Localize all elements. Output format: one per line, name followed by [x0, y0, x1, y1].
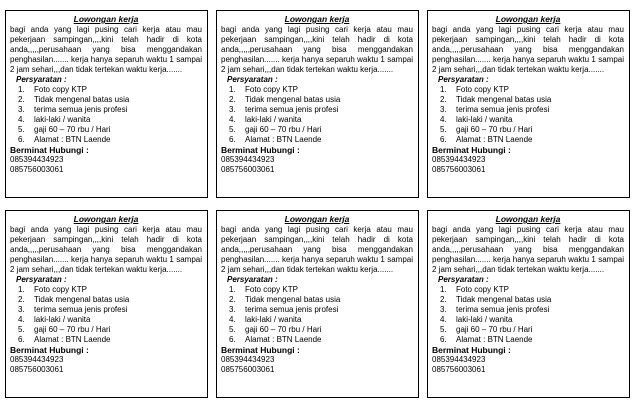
phone-number: 085394434923 [432, 355, 486, 364]
requirement-number: 5. [229, 125, 236, 134]
requirement-item [432, 285, 624, 295]
requirement-item [10, 335, 202, 345]
requirement-number: 5. [229, 325, 236, 334]
phone-number: 085756003061 [221, 365, 275, 374]
requirement-number: 5. [18, 325, 25, 334]
requirement-item [10, 285, 202, 295]
requirement-item [221, 295, 413, 305]
card-body-text: bagi anda yang lagi pusing cari kerja atau mau pekerjaan sampingan,,,,kini telah hadir di kota anda,,,,,perusahaan yang bisa menggandakan penghasilan....... kerja hanya separuh waktu 1 sampai 2 jam sehari,,,dan tidak tertekan waktu kerja....... [221, 25, 413, 74]
requirement-number: 4. [229, 115, 236, 124]
requirement-number: 3. [440, 305, 447, 314]
requirement-number: 1. [229, 285, 236, 294]
requirement-text: Foto copy KTP [34, 85, 87, 94]
card-title: Lowongan kerja [284, 14, 350, 24]
requirement-item [432, 95, 624, 105]
requirement-item [10, 295, 202, 305]
requirement-text: Tidak mengenal batas usia [456, 95, 552, 104]
requirement-item [432, 125, 624, 135]
requirement-number: 4. [229, 315, 236, 324]
requirement-number: 2. [440, 95, 447, 104]
requirement-number: 2. [18, 295, 25, 304]
requirement-text: Alamat : BTN Laende [456, 135, 533, 144]
requirement-text: gaji 60 – 70 rbu / Hari [34, 325, 111, 334]
requirement-number: 1. [440, 285, 447, 294]
requirement-number: 6. [229, 335, 236, 344]
job-flyer-card [5, 10, 208, 198]
requirement-item [10, 85, 202, 95]
contact-heading: Berminat Hubungi : [221, 345, 300, 355]
requirement-number: 1. [18, 85, 25, 94]
requirement-text: laki-laki / wanita [245, 115, 302, 124]
requirement-item [10, 135, 202, 145]
requirement-text: terima semua jenis profesi [456, 305, 550, 314]
requirement-text: Foto copy KTP [456, 85, 509, 94]
card-body-text: bagi anda yang lagi pusing cari kerja atau mau pekerjaan sampingan,,,,kini telah hadir di kota anda,,,,,perusahaan yang bisa menggandakan penghasilan....... kerja hanya separuh waktu 1 sampai 2 jam sehari,,,dan tidak tertekan waktu kerja....... [432, 225, 624, 274]
phone-number: 085756003061 [10, 365, 64, 374]
requirement-number: 4. [440, 315, 447, 324]
requirement-text: Alamat : BTN Laende [34, 335, 111, 344]
contact-heading: Berminat Hubungi : [10, 145, 89, 155]
requirement-number: 6. [18, 135, 25, 144]
requirement-item [221, 95, 413, 105]
requirement-number: 2. [440, 295, 447, 304]
requirement-item [10, 305, 202, 315]
requirement-item [432, 85, 624, 95]
requirement-text: Tidak mengenal batas usia [456, 295, 552, 304]
contact-heading: Berminat Hubungi : [10, 345, 89, 355]
requirement-text: Foto copy KTP [245, 285, 298, 294]
requirement-number: 2. [18, 95, 25, 104]
requirements-heading: Persyaratan : [438, 275, 489, 284]
requirement-text: Tidak mengenal batas usia [245, 295, 341, 304]
requirement-number: 3. [18, 305, 25, 314]
requirement-item [432, 305, 624, 315]
card-body-text: bagi anda yang lagi pusing cari kerja atau mau pekerjaan sampingan,,,,kini telah hadir di kota anda,,,,,perusahaan yang bisa menggandakan penghasilan....... kerja hanya separuh waktu 1 sampai 2 jam sehari,,,dan tidak tertekan waktu kerja....... [10, 25, 202, 74]
job-flyer-card [216, 10, 419, 198]
card-title: Lowongan kerja [284, 214, 350, 224]
requirement-item [10, 115, 202, 125]
requirement-text: terima semua jenis profesi [456, 105, 550, 114]
requirement-item [10, 125, 202, 135]
contact-heading: Berminat Hubungi : [221, 145, 300, 155]
requirement-text: terima semua jenis profesi [34, 305, 128, 314]
requirement-item [432, 135, 624, 145]
requirement-text: Alamat : BTN Laende [34, 135, 111, 144]
requirement-item [10, 105, 202, 115]
contact-heading: Berminat Hubungi : [432, 145, 511, 155]
phone-number: 085394434923 [10, 155, 64, 164]
requirement-text: Foto copy KTP [245, 85, 298, 94]
card-title: Lowongan kerja [73, 214, 139, 224]
requirement-item [221, 85, 413, 95]
requirement-item [221, 285, 413, 295]
phone-number: 085394434923 [432, 155, 486, 164]
requirement-number: 2. [229, 95, 236, 104]
phone-number: 085756003061 [10, 165, 64, 174]
job-flyer-card [427, 210, 630, 398]
requirement-number: 1. [440, 85, 447, 94]
requirement-item [10, 325, 202, 335]
requirement-text: gaji 60 – 70 rbu / Hari [245, 325, 322, 334]
job-flyer-card [5, 210, 208, 398]
job-flyer-card [216, 210, 419, 398]
phone-number: 085756003061 [432, 365, 486, 374]
requirement-item [432, 115, 624, 125]
requirement-item [10, 95, 202, 105]
requirement-text: gaji 60 – 70 rbu / Hari [34, 125, 111, 134]
phone-number: 085394434923 [10, 355, 64, 364]
requirement-text: Alamat : BTN Laende [245, 135, 322, 144]
requirement-item [432, 315, 624, 325]
requirement-text: terima semua jenis profesi [245, 105, 339, 114]
requirement-number: 1. [229, 85, 236, 94]
requirements-heading: Persyaratan : [438, 75, 489, 84]
phone-number: 085756003061 [221, 165, 275, 174]
card-body-text: bagi anda yang lagi pusing cari kerja atau mau pekerjaan sampingan,,,,kini telah hadir di kota anda,,,,,perusahaan yang bisa menggandakan penghasilan....... kerja hanya separuh waktu 1 sampai 2 jam sehari,,,dan tidak tertekan waktu kerja....... [10, 225, 202, 274]
requirement-number: 3. [18, 105, 25, 114]
requirement-item [221, 305, 413, 315]
phone-number: 085756003061 [432, 165, 486, 174]
requirements-heading: Persyaratan : [16, 75, 67, 84]
requirement-text: Alamat : BTN Laende [245, 335, 322, 344]
requirement-text: Foto copy KTP [34, 285, 87, 294]
requirement-item [221, 115, 413, 125]
requirement-item [221, 315, 413, 325]
requirement-item [221, 105, 413, 115]
phone-number: 085394434923 [221, 155, 275, 164]
requirement-text: laki-laki / wanita [456, 115, 513, 124]
requirement-text: Tidak mengenal batas usia [245, 95, 341, 104]
requirement-text: terima semua jenis profesi [245, 305, 339, 314]
requirement-text: terima semua jenis profesi [34, 105, 128, 114]
card-title: Lowongan kerja [73, 14, 139, 24]
requirement-item [432, 325, 624, 335]
requirement-number: 3. [229, 305, 236, 314]
job-flyer-card [427, 10, 630, 198]
requirement-item [10, 315, 202, 325]
requirement-text: laki-laki / wanita [245, 315, 302, 324]
requirements-list [221, 285, 413, 345]
requirement-number: 6. [18, 335, 25, 344]
requirements-list [432, 85, 624, 145]
requirement-item [432, 335, 624, 345]
requirement-text: laki-laki / wanita [34, 115, 91, 124]
requirement-number: 4. [440, 115, 447, 124]
card-title: Lowongan kerja [495, 14, 561, 24]
card-title: Lowongan kerja [495, 214, 561, 224]
requirement-text: Alamat : BTN Laende [456, 335, 533, 344]
requirement-number: 6. [229, 135, 236, 144]
requirement-item [432, 105, 624, 115]
requirements-list [221, 85, 413, 145]
requirement-item [432, 295, 624, 305]
requirement-number: 5. [440, 125, 447, 134]
requirement-text: Tidak mengenal batas usia [34, 95, 130, 104]
phone-number: 085394434923 [221, 355, 275, 364]
requirement-text: gaji 60 – 70 rbu / Hari [245, 125, 322, 134]
requirement-text: gaji 60 – 70 rbu / Hari [456, 325, 533, 334]
card-body-text: bagi anda yang lagi pusing cari kerja atau mau pekerjaan sampingan,,,,kini telah hadir di kota anda,,,,,perusahaan yang bisa menggandakan penghasilan....... kerja hanya separuh waktu 1 sampai 2 jam sehari,,,dan tidak tertekan waktu kerja....... [432, 25, 624, 74]
requirement-number: 2. [229, 295, 236, 304]
requirement-text: Foto copy KTP [456, 285, 509, 294]
contact-heading: Berminat Hubungi : [432, 345, 511, 355]
requirement-number: 5. [440, 325, 447, 334]
requirements-heading: Persyaratan : [16, 275, 67, 284]
requirement-number: 4. [18, 115, 25, 124]
requirements-heading: Persyaratan : [227, 275, 278, 284]
requirements-list [10, 85, 202, 145]
requirement-text: gaji 60 – 70 rbu / Hari [456, 125, 533, 134]
requirement-number: 6. [440, 335, 447, 344]
requirement-number: 3. [229, 105, 236, 114]
requirement-text: laki-laki / wanita [34, 315, 91, 324]
requirement-text: Tidak mengenal batas usia [34, 295, 130, 304]
requirement-item [221, 135, 413, 145]
requirements-heading: Persyaratan : [227, 75, 278, 84]
requirement-number: 6. [440, 135, 447, 144]
requirement-item [221, 335, 413, 345]
requirement-number: 4. [18, 315, 25, 324]
requirements-list [10, 285, 202, 345]
requirement-number: 5. [18, 125, 25, 134]
requirement-number: 3. [440, 105, 447, 114]
requirement-number: 1. [18, 285, 25, 294]
card-body-text: bagi anda yang lagi pusing cari kerja atau mau pekerjaan sampingan,,,,kini telah hadir di kota anda,,,,,perusahaan yang bisa menggandakan penghasilan....... kerja hanya separuh waktu 1 sampai 2 jam sehari,,,dan tidak tertekan waktu kerja....... [221, 225, 413, 274]
requirement-item [221, 325, 413, 335]
requirements-list [432, 285, 624, 345]
requirement-text: laki-laki / wanita [456, 315, 513, 324]
requirement-item [221, 125, 413, 135]
